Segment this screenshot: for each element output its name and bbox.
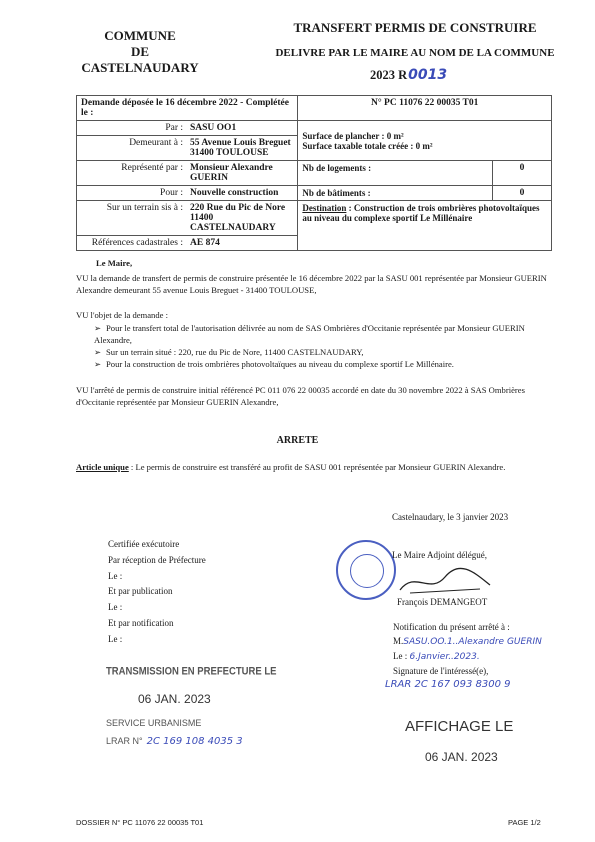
notif-line	[393, 649, 542, 664]
par-label: Par :	[77, 121, 187, 136]
nb-logements-value: 0	[493, 161, 552, 186]
cert-line: Le :	[108, 602, 123, 613]
seal-emblem-icon	[350, 554, 384, 588]
terrain-line: 11400 CASTELNAUDARY	[190, 213, 276, 233]
cert-line: Et par publication	[108, 586, 173, 597]
commune-name	[70, 28, 210, 76]
handwritten-date: 6.Janvier..2023.	[409, 652, 480, 662]
terrain-value	[186, 201, 298, 236]
list-item-text: Pour le transfert total de l'autorisation délivrée au nom de SAS Ombrières d'Occitanie représentée par Monsieur GUERIN Alexandre,	[94, 323, 525, 345]
permit-number-cell	[298, 96, 552, 121]
demande-cell	[77, 96, 298, 121]
service-stamp: SERVICE URBANISME	[106, 718, 202, 728]
references-value: AE 874	[186, 236, 298, 251]
permit-info-table	[76, 95, 552, 251]
handwritten-lrar: LRAR 2C 167 093 8300 9	[385, 679, 511, 690]
represente-value: Monsieur Alexandre GUERIN	[186, 161, 298, 186]
document-title: TRANSFERT PERMIS DE CONSTRUIRE	[293, 20, 537, 35]
cert-line: Le :	[108, 633, 123, 644]
transmission-date: 06 JAN. 2023	[138, 692, 211, 706]
permit-number: N° PC 11076 22 00035 T01	[371, 98, 479, 108]
vu-demande: VU la demande de transfert de permis de construire présentée le 16 décembre 2022 par la SASU 001 représentée par Monsieur GUERIN Alexandre demeurant 55 avenue Louis Breguet - 31400 TOULOUSE,	[76, 273, 547, 295]
list-item-text: Pour la construction de trois ombrières photovoltaïques au niveau du complexe sportif Le Millénaire.	[106, 359, 454, 369]
certification-block	[108, 537, 206, 648]
year-ref: 2023 R	[370, 68, 408, 82]
terrain-line: 220 Rue du Pic de Nore	[190, 203, 286, 213]
demeurant-line: 55 Avenue Louis Breguet	[190, 138, 291, 148]
destination-value: : Construction de trois ombrières photovoltaïques au niveau du complexe sportif Le Millénaire	[302, 203, 540, 223]
affichage-stamp: AFFICHAGE LE	[405, 718, 514, 735]
par-value: SASU OO1	[186, 121, 298, 136]
cert-line: Par réception de Préfecture	[108, 554, 206, 565]
signature-scribble-icon	[395, 565, 495, 600]
reference-number	[370, 67, 447, 83]
nb-batiments-label: Nb de bâtiments :	[298, 186, 493, 201]
notif-prefix: Le :	[393, 651, 408, 661]
town-seal	[336, 540, 396, 600]
list-item	[94, 358, 554, 370]
notif-line	[393, 634, 542, 649]
demeurant-line: 31400 TOULOUSE	[190, 148, 269, 158]
notif-line: Notification du présent arrêté à :	[393, 622, 510, 632]
article-text: : Le permis de construire est transféré au profit de SASU 001 représentée par Monsieur GUERIN Alexandre.	[128, 462, 506, 472]
demeurant-value	[186, 136, 298, 161]
notif-line: Signature de l'intéressé(e),	[393, 666, 489, 676]
list-item-text: Sur un terrain situé : 220, rue du Pic de Nore, 11400 CASTELNAUDARY,	[106, 347, 364, 357]
surface-cell	[298, 121, 552, 161]
destination-label: Destination	[302, 203, 347, 213]
nb-logements-label: Nb de logements :	[298, 161, 493, 186]
cert-line: Le :	[108, 570, 123, 581]
arrow-icon: ➢	[94, 323, 102, 333]
arrete-heading: ARRETE	[276, 435, 319, 446]
references-label: Références cadastrales :	[77, 236, 187, 251]
place-date: Castelnaudary, le 3 janvier 2023	[392, 512, 509, 522]
handwritten-ref: 0013	[408, 67, 448, 83]
signatory-name: François DEMANGEOT	[397, 597, 488, 607]
notif-prefix: M.	[393, 636, 404, 646]
commune-line: COMMUNE	[104, 28, 176, 43]
lrar-prefix: LRAR N°	[106, 736, 143, 746]
cert-line: Certifiée exécutoire	[108, 539, 180, 549]
le-maire: Le Maire,	[96, 258, 133, 268]
handwritten-recipient: SASU.OO.1..Alexandre GUERIN	[403, 637, 542, 647]
cert-line: Et par notification	[108, 617, 174, 628]
article-unique	[76, 461, 554, 473]
mayor-title: Le Maire Adjoint délégué,	[392, 550, 487, 560]
list-item	[94, 322, 554, 346]
lrar-stamp	[106, 731, 243, 749]
arrow-icon: ➢	[94, 347, 102, 357]
page-number: PAGE 1/2	[508, 818, 541, 827]
demande-text: Demande déposée le 16 décembre 2022 - Complétée le :	[81, 98, 289, 118]
surface-taxable: Surface taxable totale créée : 0 m²	[302, 140, 433, 151]
affichage-date: 06 JAN. 2023	[425, 750, 498, 764]
document-subtitle: DELIVRE PAR LE MAIRE AU NOM DE LA COMMUNE	[275, 47, 555, 59]
destination-cell	[298, 201, 552, 251]
vu-arrete: VU l'arrêté de permis de construire initial référencé PC 011 076 22 00035 accordé en date du 30 novembre 2022 à SAS Ombrières d'Occitanie représentée par Monsieur GUERIN Alexandre,	[76, 385, 525, 407]
demeurant-label: Demeurant à :	[77, 136, 187, 161]
pour-value: Nouvelle construction	[186, 186, 298, 201]
vu-objet: VU l'objet de la demande :	[76, 310, 168, 320]
represente-label: Représenté par :	[77, 161, 187, 186]
article-label: Article unique	[76, 462, 129, 472]
dossier-footer: DOSSIER N° PC 11076 22 00035 T01	[76, 818, 204, 827]
commune-line: CASTELNAUDARY	[81, 60, 199, 75]
terrain-label: Sur un terrain sis à :	[77, 201, 187, 236]
surface-plancher: Surface de plancher : 0 m²	[302, 130, 404, 141]
transmission-stamp: TRANSMISSION EN PREFECTURE LE	[106, 665, 277, 678]
pour-label: Pour :	[77, 186, 187, 201]
list-item	[94, 346, 554, 358]
notification-block	[385, 620, 542, 692]
bullet-list	[94, 322, 554, 370]
nb-batiments-value: 0	[493, 186, 552, 201]
handwritten-lrar-number: 2C 169 108 4035 3	[146, 736, 243, 747]
arrow-icon: ➢	[94, 359, 102, 369]
commune-line: DE	[130, 44, 150, 59]
